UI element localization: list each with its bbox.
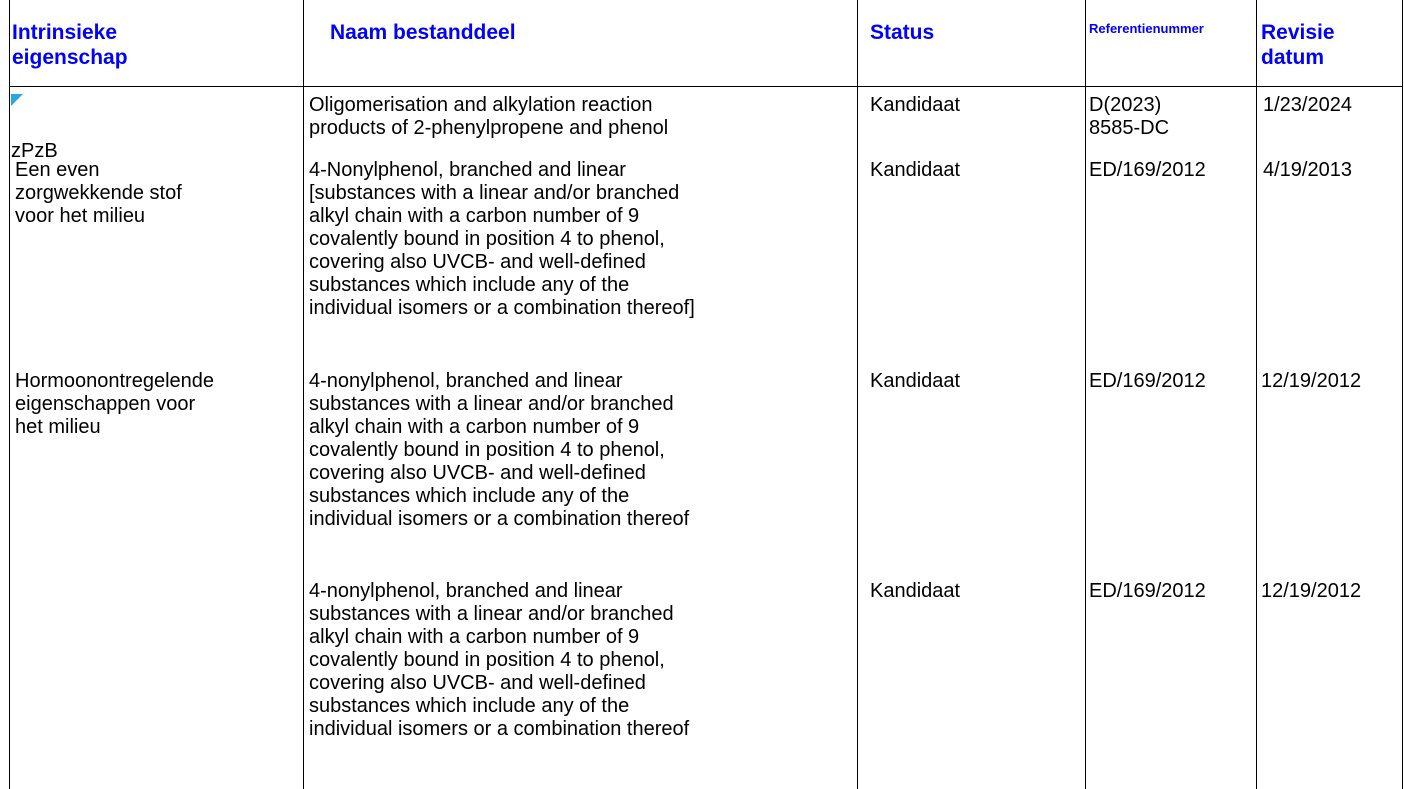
table-border-col5 bbox=[1256, 0, 1257, 789]
table-border-col3 bbox=[857, 0, 858, 789]
row4-name: 4-nonylphenol, branched and linear substances with a linear and/or branched alkyl chain with a carbon number of 9 covalently bound in position 4 to phenol, covering also UVCB- and well-defined substances which include any of the individual isomers or a combination thereof bbox=[309, 580, 690, 740]
row2-property: Een even zorgwekkende stof voor het milieu bbox=[15, 159, 182, 227]
header-revision: Revisie datum bbox=[1261, 21, 1335, 69]
row4-revision: 12/19/2012 bbox=[1261, 580, 1362, 602]
row2-reference: ED/169/2012 bbox=[1089, 159, 1206, 181]
comment-marker-icon[interactable] bbox=[11, 94, 23, 106]
row1-status: Kandidaat bbox=[870, 94, 961, 116]
header-divider bbox=[9, 86, 1403, 87]
table-border-left bbox=[9, 0, 10, 789]
row2-revision: 4/19/2013 bbox=[1263, 159, 1352, 181]
header-name: Naam bestanddeel bbox=[330, 21, 516, 44]
row3-name: 4-nonylphenol, branched and linear substances with a linear and/or branched alkyl chain with a carbon number of 9 covalently bound in position 4 to phenol, covering also UVCB- and well-defined substances which include any of the individual isomers or a combination thereof bbox=[309, 370, 690, 530]
row2-name: 4-Nonylphenol, branched and linear [substances with a linear and/or branched alkyl chain with a carbon number of 9 covalently bound in position 4 to phenol, covering also UVCB- and well-defined substances which include any of the individual isomers or a combination thereof] bbox=[309, 159, 695, 319]
row4-reference: ED/169/2012 bbox=[1089, 580, 1206, 602]
row1-name: Oligomerisation and alkylation reaction products of 2-phenylpropene and phenol bbox=[309, 94, 669, 139]
row3-status: Kandidaat bbox=[870, 370, 961, 392]
row1-reference: D(2023) 8585-DC bbox=[1089, 94, 1170, 139]
table-border-right bbox=[1402, 0, 1403, 789]
table-border-col2 bbox=[303, 0, 304, 789]
row1-revision: 1/23/2024 bbox=[1263, 94, 1352, 116]
header-reference: Referentienummer bbox=[1089, 21, 1204, 36]
row3-property: Hormoonontregelende eigenschappen voor het milieu bbox=[15, 370, 215, 438]
header-property: Intrinsieke eigenschap bbox=[12, 21, 128, 69]
row1-property bbox=[11, 94, 58, 163]
row2-status: Kandidaat bbox=[870, 159, 961, 181]
row1-property-text: zPzB bbox=[11, 140, 58, 162]
table-border-col4 bbox=[1085, 0, 1086, 789]
row3-reference: ED/169/2012 bbox=[1089, 370, 1206, 392]
header-status: Status bbox=[870, 21, 935, 44]
row4-status: Kandidaat bbox=[870, 580, 961, 602]
row3-revision: 12/19/2012 bbox=[1261, 370, 1362, 392]
